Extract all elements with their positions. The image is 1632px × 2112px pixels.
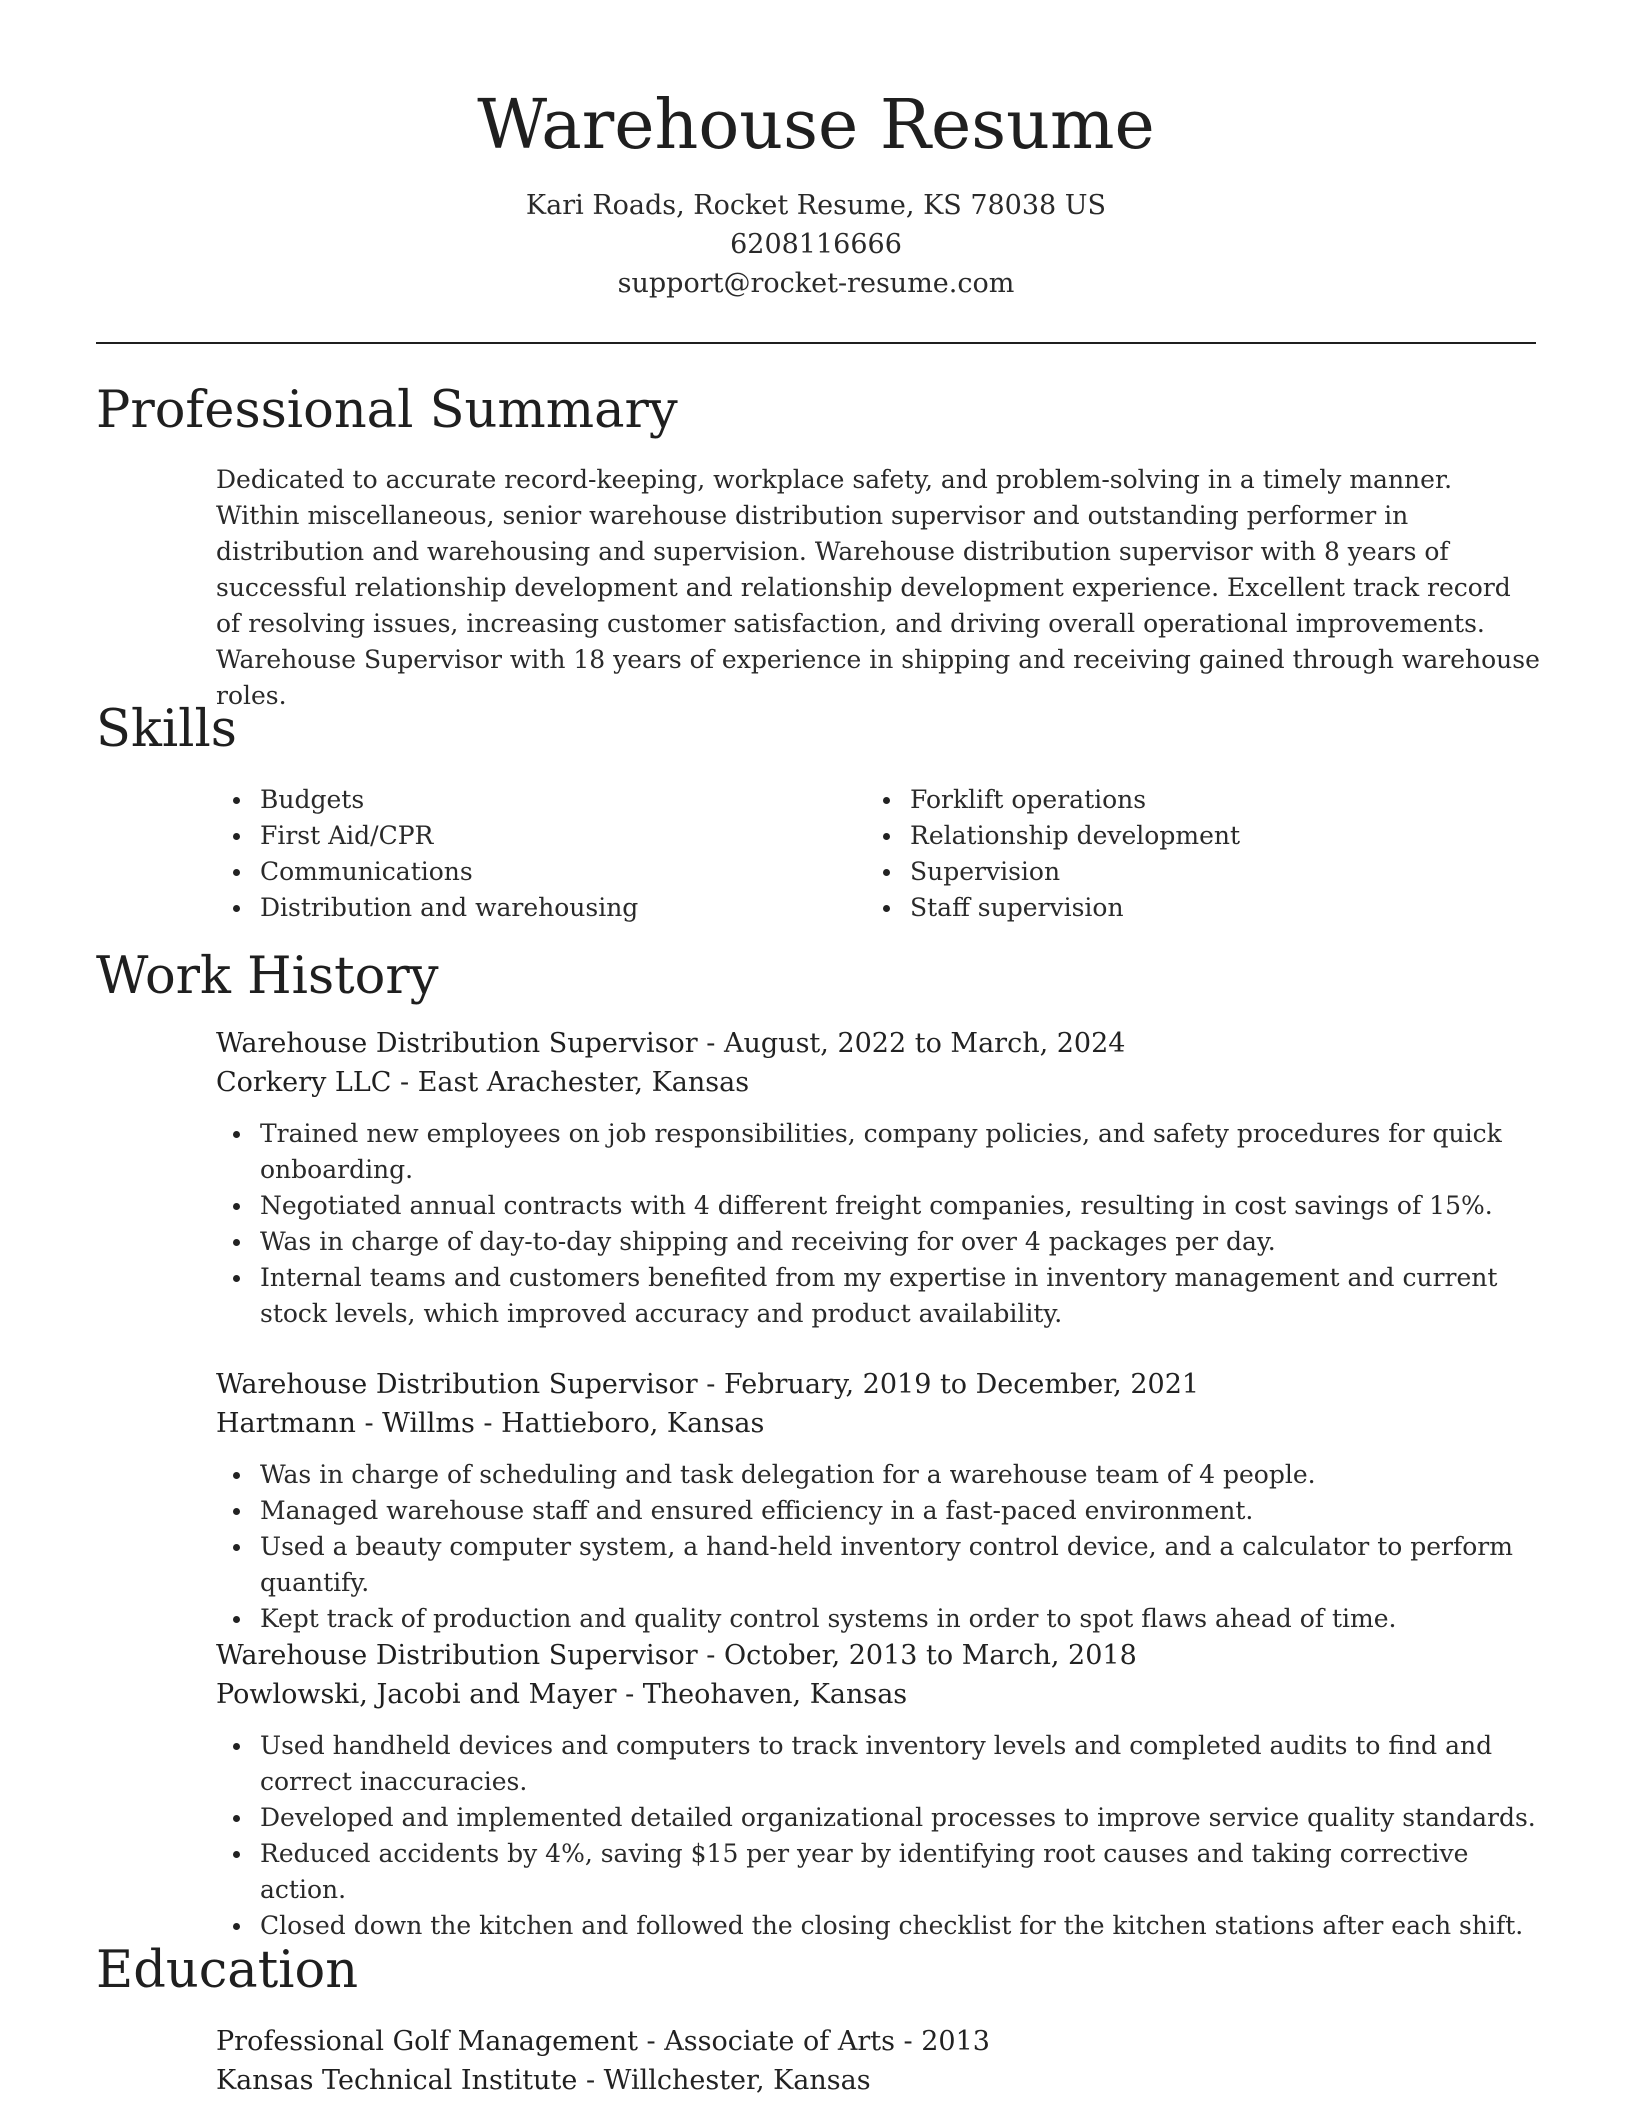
job-location: - Hattieboro, Kansas — [474, 1408, 765, 1439]
job-title: Warehouse Distribution Supervisor — [216, 1640, 698, 1671]
job-entry — [216, 1365, 1546, 1637]
job-entry — [216, 1024, 1546, 1332]
job-bullet: Internal teams and customers benefited from my expertise in inventory management and current stock levels, which improved accuracy and product availability. — [216, 1260, 1546, 1332]
header-divider — [96, 342, 1536, 344]
job-title-line — [216, 1024, 1546, 1063]
resume-title: Warehouse Resume — [477, 86, 1155, 165]
contact-info — [96, 186, 1536, 303]
job-bullet: Closed down the kitchen and followed the closing checklist for the kitchen stations after each shift. — [216, 1908, 1546, 1944]
job-bullet: Developed and implemented detailed organizational processes to improve service quality standards. — [216, 1800, 1546, 1836]
contact-phone: 6208116666 — [730, 229, 902, 260]
job-location: - East Arachester, Kansas — [391, 1067, 750, 1098]
contact-address: Kari Roads, Rocket Resume, KS 78038 US — [525, 190, 1107, 221]
job-dates: - October, 2013 to March, 2018 — [697, 1640, 1137, 1671]
job-company-line — [216, 1404, 1546, 1443]
education-program-line — [216, 2022, 1536, 2061]
education-school: Kansas Technical Institute — [216, 2065, 578, 2096]
job-title-line — [216, 1365, 1546, 1404]
job-title-line — [216, 1636, 1546, 1675]
skill-item: Forklift operations — [866, 782, 1240, 818]
job-company-line — [216, 1675, 1546, 1714]
education-heading: Education — [96, 1941, 359, 2000]
job-bullet: Was in charge of day-to-day shipping and receiving for over 4 packages per day. — [216, 1224, 1546, 1260]
contact-email: support@rocket-resume.com — [617, 268, 1015, 299]
education-program: Professional Golf Management — [216, 2026, 638, 2057]
education-entry — [216, 2022, 1536, 2100]
job-bullet: Managed warehouse staff and ensured efficiency in a fast-paced environment. — [216, 1493, 1546, 1529]
job-bullet: Negotiated annual contracts with 4 different freight companies, resulting in cost savings of 15%. — [216, 1188, 1546, 1224]
job-title: Warehouse Distribution Supervisor — [216, 1369, 698, 1400]
skill-item: Staff supervision — [866, 890, 1240, 926]
education-degree: - Associate of Arts - 2013 — [637, 2026, 990, 2057]
job-bullet: Was in charge of scheduling and task delegation for a warehouse team of 4 people. — [216, 1457, 1546, 1493]
job-bullet: Trained new employees on job responsibilities, company policies, and safety procedures for quick onboarding. — [216, 1116, 1546, 1188]
job-dates: - August, 2022 to March, 2024 — [697, 1028, 1126, 1059]
summary-text: Dedicated to accurate record-keeping, workplace safety, and problem-solving in a timely manner. Within miscellaneous, senior warehouse distribution supervisor and outstanding performer in distribution and warehousing and supervision. Warehouse distribution supervisor with 8 years of successful relationship development and relationship development experience. Excellent track record of resolving issues, increasing customer satisfaction, and driving overall operational improvements. Warehouse Supervisor with 18 years of experience in shipping and receiving gained through warehouse roles. — [216, 465, 1540, 710]
job-bullets — [216, 1457, 1546, 1637]
summary-heading: Professional Summary — [96, 381, 678, 440]
education-location: - Willchester, Kansas — [577, 2065, 871, 2096]
skills-column-1 — [216, 782, 638, 926]
job-company-line — [216, 1063, 1546, 1102]
job-entry — [216, 1636, 1546, 1944]
skill-item: Supervision — [866, 854, 1240, 890]
skill-item: Distribution and warehousing — [216, 890, 638, 926]
skill-item: Budgets — [216, 782, 638, 818]
education-school-line — [216, 2061, 1536, 2100]
job-company: Powlowski, Jacobi and Mayer — [216, 1679, 617, 1710]
job-bullet: Used a beauty computer system, a hand-held inventory control device, and a calculator to perform quantify. — [216, 1529, 1546, 1601]
skill-item: First Aid/CPR — [216, 818, 638, 854]
skills-heading: Skills — [96, 700, 237, 759]
job-bullets — [216, 1728, 1546, 1944]
job-bullet: Used handheld devices and computers to track inventory levels and completed audits to find and correct inaccuracies. — [216, 1728, 1546, 1800]
job-bullet: Reduced accidents by 4%, saving $15 per year by identifying root causes and taking corrective action. — [216, 1836, 1546, 1908]
job-title: Warehouse Distribution Supervisor — [216, 1028, 698, 1059]
job-bullet: Kept track of production and quality control systems in order to spot flaws ahead of time. — [216, 1601, 1546, 1637]
work-history-heading: Work History — [96, 947, 439, 1006]
job-company: Hartmann - Willms — [216, 1408, 475, 1439]
resume-header — [96, 78, 1536, 303]
skills-column-2 — [866, 782, 1240, 926]
job-dates: - February, 2019 to December, 2021 — [697, 1369, 1200, 1400]
skill-item: Relationship development — [866, 818, 1240, 854]
job-company: Corkery LLC — [216, 1067, 392, 1098]
job-bullets — [216, 1116, 1546, 1332]
skill-item: Communications — [216, 854, 638, 890]
job-location: - Theohaven, Kansas — [616, 1679, 908, 1710]
